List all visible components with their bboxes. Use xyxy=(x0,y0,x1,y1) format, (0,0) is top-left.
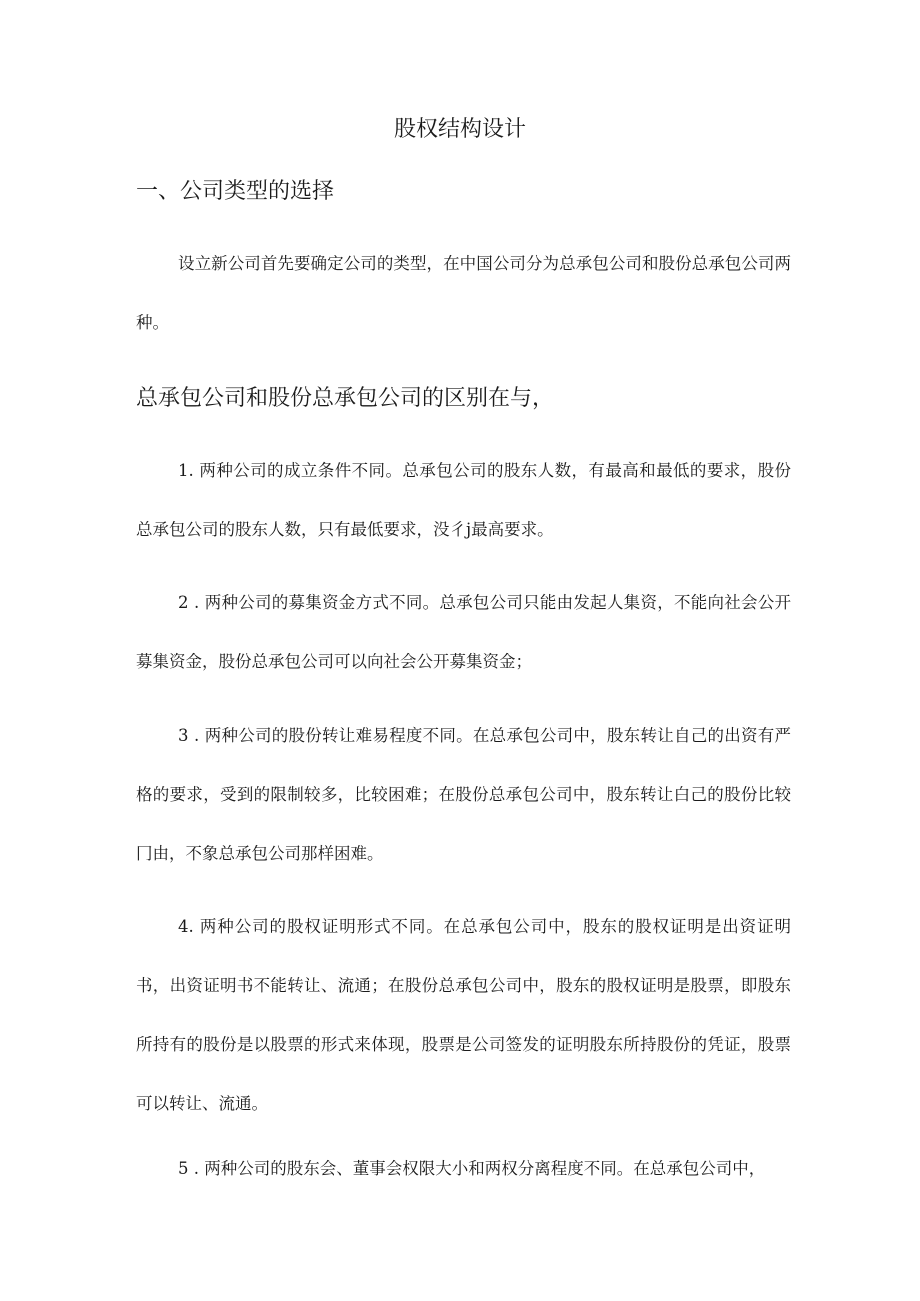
list-item-4: 4. 两种公司的股权证明形式不同。在总承包公司中，股东的股权证明是出资证明书，出资证明书不能转让、流通；在股份总承包公司中，股东的股权证明是股票，即股东所持有的股份是以股票的形式来体现，股票是公司签发的证明股东所持股份的凭证，股票可以转让、流通。 xyxy=(136,917,791,1113)
list-item-1: 1. 两种公司的成立条件不同。总承包公司的股东人数，有最高和最低的要求，股份总承包公司的股东人数，只有最低要求，没彳j最高要求。 xyxy=(136,461,791,539)
document-title: 股权结构设计 xyxy=(393,117,526,142)
intro-paragraph: 设立新公司首先要确定公司的类型，在中国公司分为总承包公司和股份总承包公司两种。 xyxy=(136,254,791,332)
list-item-5: 5 . 两种公司的股东会、董事会权限大小和两权分离程度不同。在总承包公司中， xyxy=(178,1159,766,1178)
section-heading-differences: 总承包公司和股份总承包公司的区别在与， xyxy=(136,386,555,411)
list-item-3: 3 . 两种公司的股份转让难易程度不同。在总承包公司中，股东转让自己的出资有严格的要求，受到的限制较多，比较困难；在股份总承包公司中，股东转让白己的股份比较冂由，不象总承包公司那样困难。 xyxy=(136,726,791,863)
list-item-2: 2 . 两种公司的募集资金方式不同。总承包公司只能由发起人集资，不能向社会公开募集资金，股份总承包公司可以向社会公开募集资金； xyxy=(136,593,791,671)
section-heading-company-type: 一、公司类型的选择 xyxy=(136,179,335,204)
